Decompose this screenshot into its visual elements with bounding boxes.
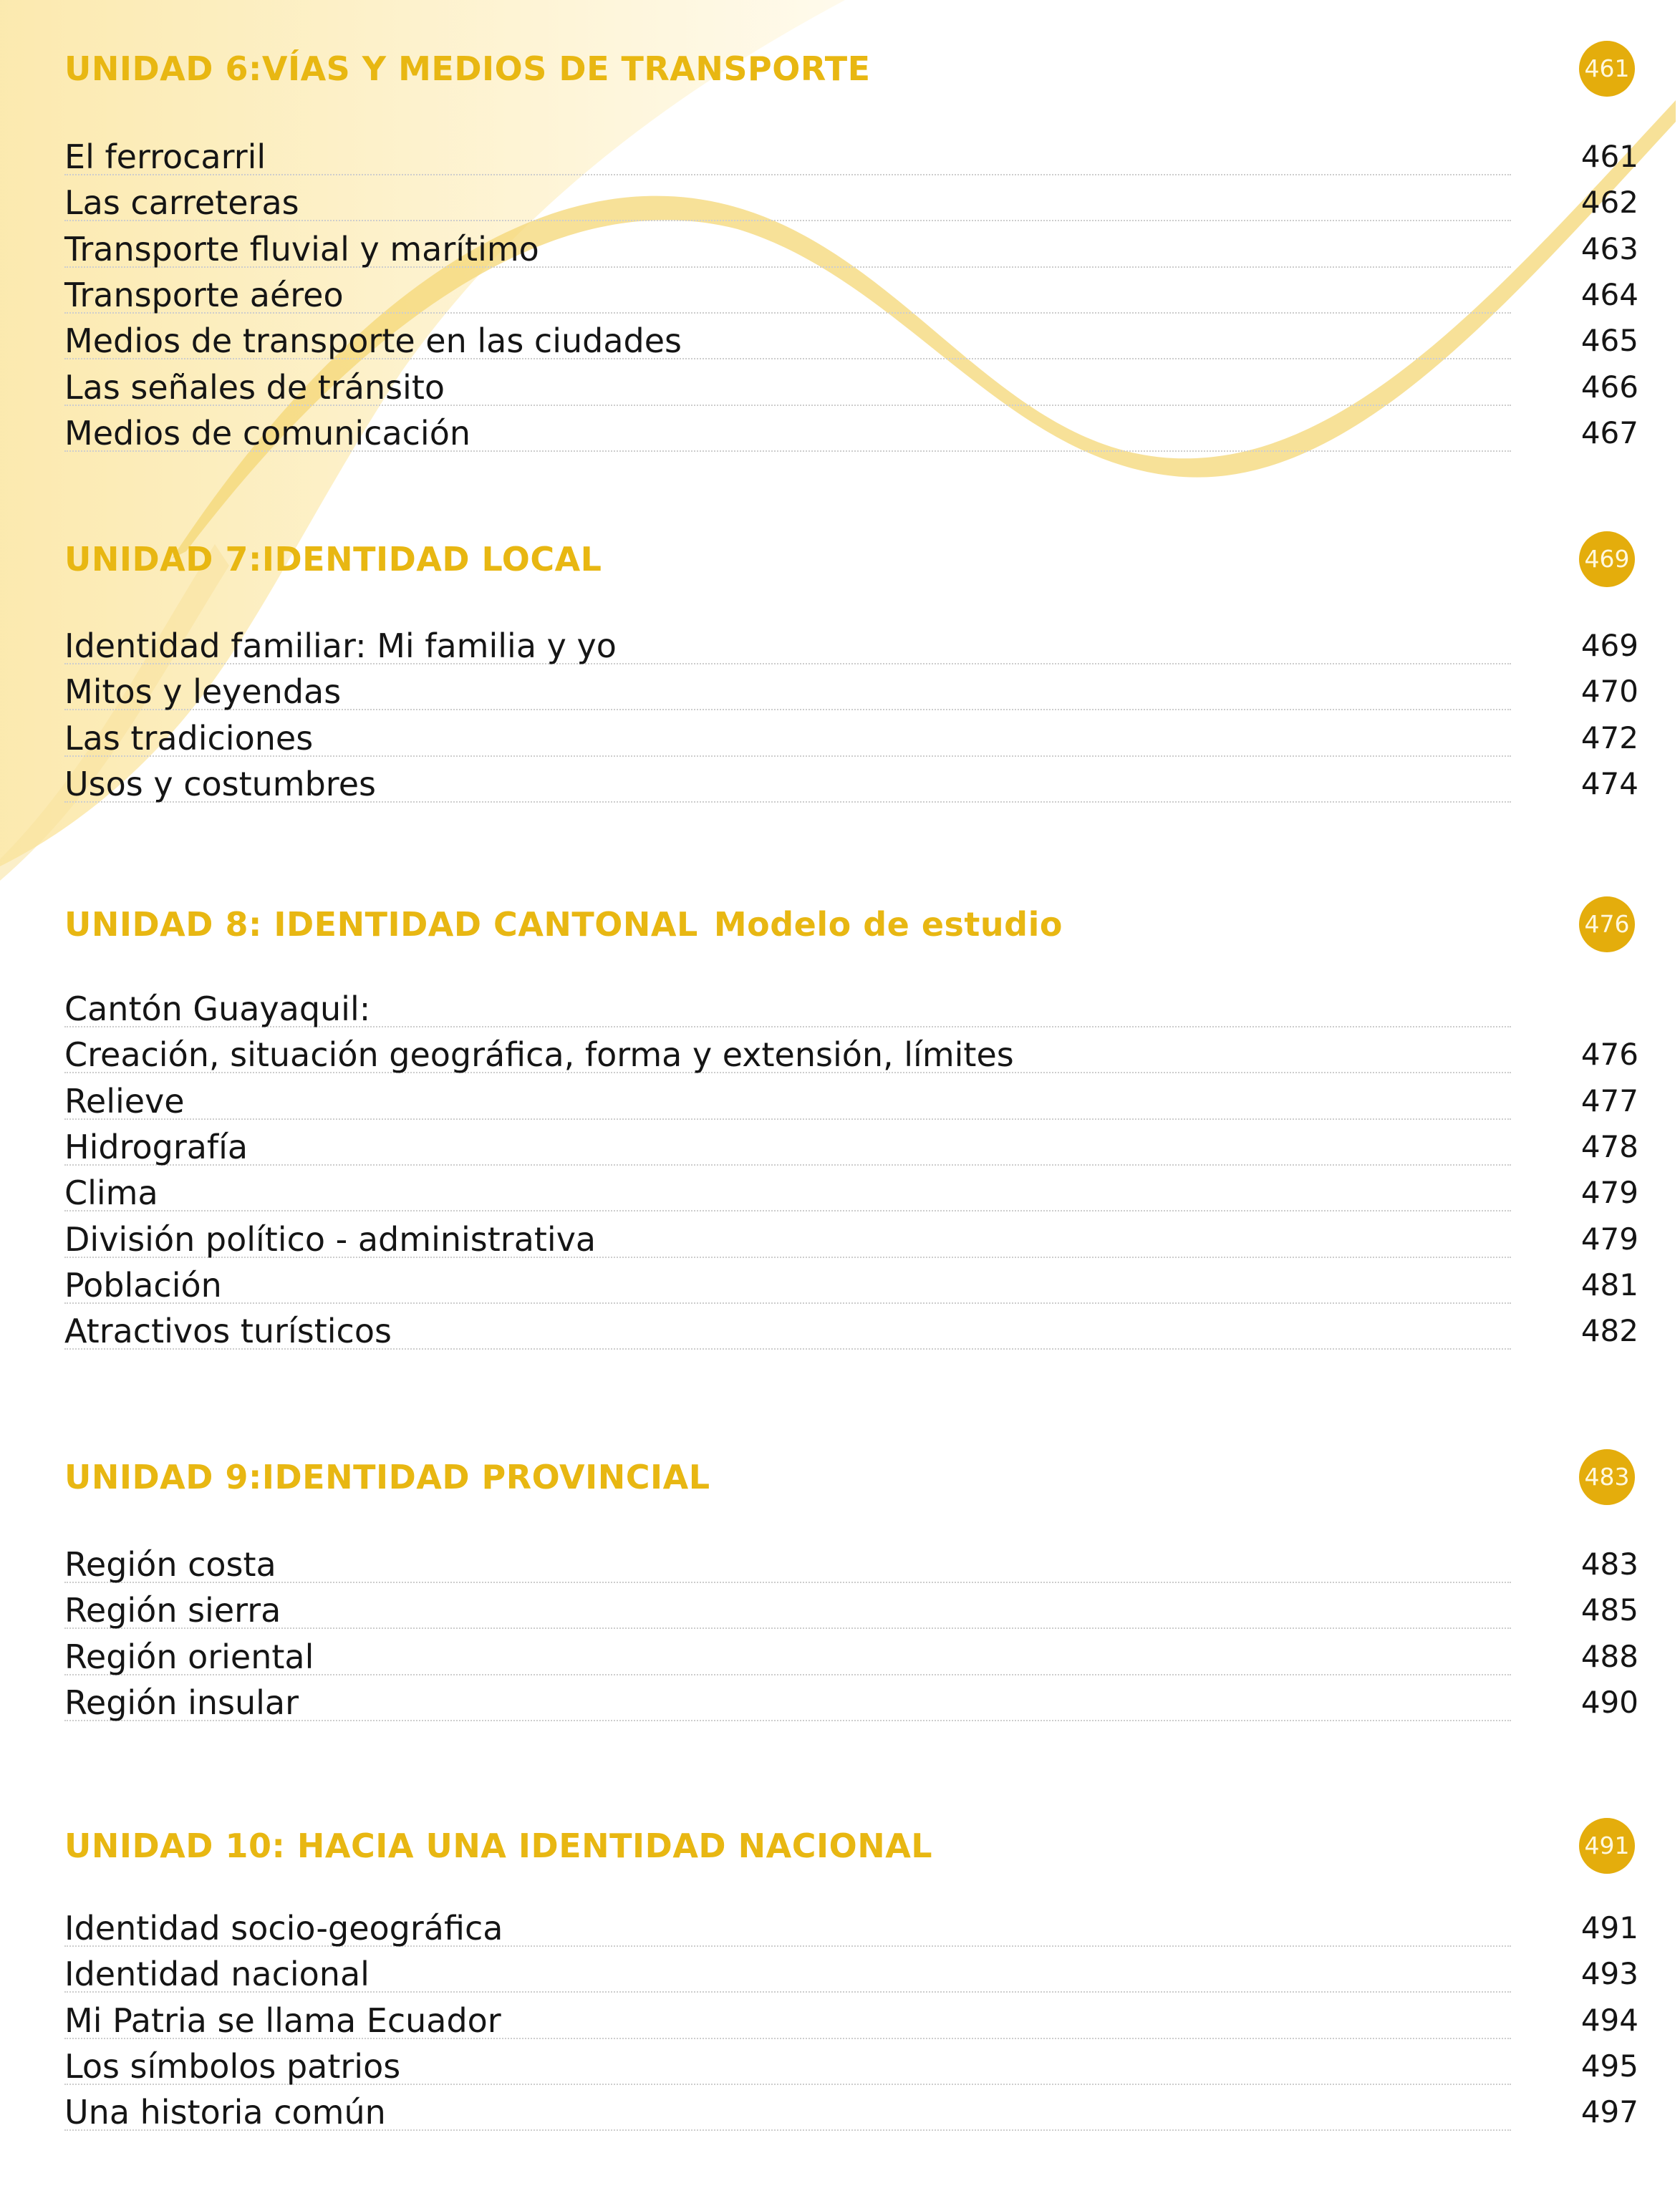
- toc-entry-page: 465: [1580, 323, 1638, 358]
- toc-entry-page: 477: [1580, 1083, 1638, 1118]
- toc-entry-page: 483: [1580, 1547, 1638, 1582]
- toc-entry[interactable]: [0, 1998, 1680, 2043]
- toc-entry-page: 485: [1580, 1592, 1638, 1627]
- unit-header: [0, 895, 1680, 952]
- dotted-leader: [64, 1627, 1511, 1629]
- toc-entry[interactable]: [0, 226, 1680, 272]
- unit-title-text: UNIDAD 6:VÍAS Y MEDIOS DE TRANSPORTE: [64, 49, 871, 88]
- toc-entry-title: El ferrocarril: [64, 137, 266, 176]
- toc-entry-title: Transporte aéreo: [64, 276, 344, 314]
- dotted-leader: [64, 174, 1511, 175]
- toc-entry-title: Medios de transporte en las ciudades: [64, 321, 682, 360]
- dotted-leader: [64, 1210, 1511, 1211]
- toc-entry-title: Región oriental: [64, 1638, 314, 1676]
- toc-entry-page: 481: [1580, 1267, 1638, 1302]
- page-badge: 469: [1579, 531, 1635, 587]
- toc-entry-title: Atractivos turísticos: [64, 1312, 392, 1350]
- unit-title-text: UNIDAD 8: IDENTIDAD CANTONAL: [64, 905, 698, 944]
- toc-entry[interactable]: [0, 1170, 1680, 1216]
- toc-entry[interactable]: [0, 1262, 1680, 1308]
- toc-entry-page: 472: [1580, 720, 1638, 755]
- unit-subtitle: Modelo de estudio: [713, 905, 1063, 944]
- toc-entry-title: Clima: [64, 1174, 158, 1212]
- toc-entry-page: 488: [1580, 1639, 1638, 1674]
- unit-title: [64, 905, 1063, 944]
- toc-entry-title: Región insular: [64, 1683, 299, 1722]
- toc-entry[interactable]: [0, 1078, 1680, 1124]
- toc-entry-page: 482: [1580, 1313, 1638, 1348]
- toc-entry[interactable]: [0, 364, 1680, 410]
- toc-entry-page: 467: [1580, 415, 1638, 450]
- toc-entry[interactable]: [0, 1587, 1680, 1633]
- toc-entry[interactable]: [0, 272, 1680, 318]
- page-badge: 491: [1579, 1818, 1635, 1874]
- toc-entry-title: Región costa: [64, 1545, 276, 1584]
- toc-entry[interactable]: [0, 715, 1680, 761]
- toc-entry[interactable]: [0, 1032, 1680, 1078]
- dotted-leader: [64, 1582, 1511, 1583]
- toc-entry-page: 476: [1580, 1037, 1638, 1072]
- toc-entry-page: 478: [1580, 1129, 1638, 1164]
- toc-entry-page: 491: [1580, 1910, 1638, 1945]
- toc-entry[interactable]: [0, 1542, 1680, 1587]
- toc-entry-title: Identidad nacional: [64, 1955, 370, 1993]
- unit-title: [64, 1827, 932, 1865]
- toc-entry-page: 463: [1580, 231, 1638, 266]
- toc-entry[interactable]: [0, 410, 1680, 456]
- unit-header: [0, 1817, 1680, 1874]
- dotted-leader: [64, 1118, 1511, 1120]
- toc-entry-title: Relieve: [64, 1082, 185, 1121]
- page-badge: 483: [1579, 1449, 1635, 1505]
- unit-title-text: UNIDAD 9:IDENTIDAD PROVINCIAL: [64, 1458, 710, 1496]
- toc-entry-title: Población: [64, 1266, 222, 1305]
- toc-entry-title: Transporte fluvial y marítimo: [64, 230, 539, 269]
- unit-title: [64, 540, 602, 579]
- unit-header: [0, 39, 1680, 97]
- unit-title-text: UNIDAD 10: HACIA UNA IDENTIDAD NACIONAL: [64, 1827, 933, 1865]
- toc-entry-title: Las carreteras: [64, 183, 299, 222]
- unit-title: [64, 49, 871, 88]
- toc-entry[interactable]: [0, 2089, 1680, 2135]
- unit-title-text: UNIDAD 7:IDENTIDAD LOCAL: [64, 540, 602, 579]
- toc-entry-page: 490: [1580, 1685, 1638, 1720]
- toc-entry[interactable]: [0, 761, 1680, 807]
- toc-entry-title: División político - administrativa: [64, 1220, 597, 1259]
- toc-entry-title: Una historia común: [64, 2093, 386, 2132]
- toc-entry-page: 464: [1580, 277, 1638, 312]
- unit-header: [0, 1448, 1680, 1505]
- toc-entry[interactable]: [0, 1124, 1680, 1170]
- toc-entry-title: Región sierra: [64, 1591, 281, 1630]
- toc-entry-title: Hidrografía: [64, 1128, 248, 1166]
- toc-entry-title: Mitos y leyendas: [64, 672, 342, 711]
- toc-entry-title: Las señales de tránsito: [64, 368, 445, 407]
- toc-entry-page: 461: [1580, 139, 1638, 174]
- toc-entry-page: 494: [1580, 2003, 1638, 2038]
- toc-entry-title: Las tradiciones: [64, 719, 314, 758]
- page-badge: 461: [1579, 41, 1635, 97]
- toc-entry[interactable]: [0, 1308, 1680, 1354]
- toc-entry[interactable]: [0, 669, 1680, 715]
- toc-entry-page: 493: [1580, 1956, 1638, 1991]
- toc-entry-title: Los símbolos patrios: [64, 2047, 401, 2086]
- toc-entry-page: 462: [1580, 185, 1638, 220]
- unit-header: [0, 530, 1680, 587]
- toc-entry[interactable]: [0, 1216, 1680, 1262]
- toc-entry-title: Identidad socio-geográfica: [64, 1909, 503, 1948]
- page-badge: 476: [1579, 896, 1635, 952]
- toc-entry-title: Identidad familiar: Mi familia y yo: [64, 627, 617, 665]
- toc-entry[interactable]: [0, 318, 1680, 364]
- toc-entry[interactable]: [0, 623, 1680, 669]
- toc-entry-title: Medios de comunicación: [64, 414, 471, 453]
- toc-entry-page: 497: [1580, 2094, 1638, 2129]
- toc-entry[interactable]: [0, 180, 1680, 226]
- toc-entry[interactable]: [0, 1905, 1680, 1951]
- toc-entry-page: 469: [1580, 628, 1638, 663]
- toc-entry-page: 470: [1580, 674, 1638, 709]
- toc-entry-page: 479: [1580, 1222, 1638, 1257]
- toc-entry[interactable]: [0, 1951, 1680, 1997]
- toc-entry[interactable]: [0, 2043, 1680, 2089]
- toc-entry-title: Mi Patria se llama Ecuador: [64, 2001, 501, 2040]
- dotted-leader: [64, 1164, 1511, 1166]
- toc-entry-page: 479: [1580, 1175, 1638, 1210]
- toc-entry[interactable]: [0, 1634, 1680, 1680]
- unit-title: [64, 1458, 710, 1496]
- toc-entry-page: 495: [1580, 2048, 1638, 2084]
- toc-entry-page: 466: [1580, 369, 1638, 405]
- dotted-leader: [64, 1302, 1511, 1304]
- toc-entry[interactable]: [0, 134, 1680, 180]
- toc-entry-page: 474: [1580, 766, 1638, 801]
- toc-entry-title: Usos y costumbres: [64, 765, 376, 803]
- toc-entry-title: Cantón Guayaquil:: [64, 990, 371, 1028]
- toc-entry[interactable]: [0, 1680, 1680, 1726]
- toc-entry[interactable]: [0, 986, 1680, 1032]
- toc-entry-title: Creación, situación geográfica, forma y extensión, límites: [64, 1035, 1014, 1074]
